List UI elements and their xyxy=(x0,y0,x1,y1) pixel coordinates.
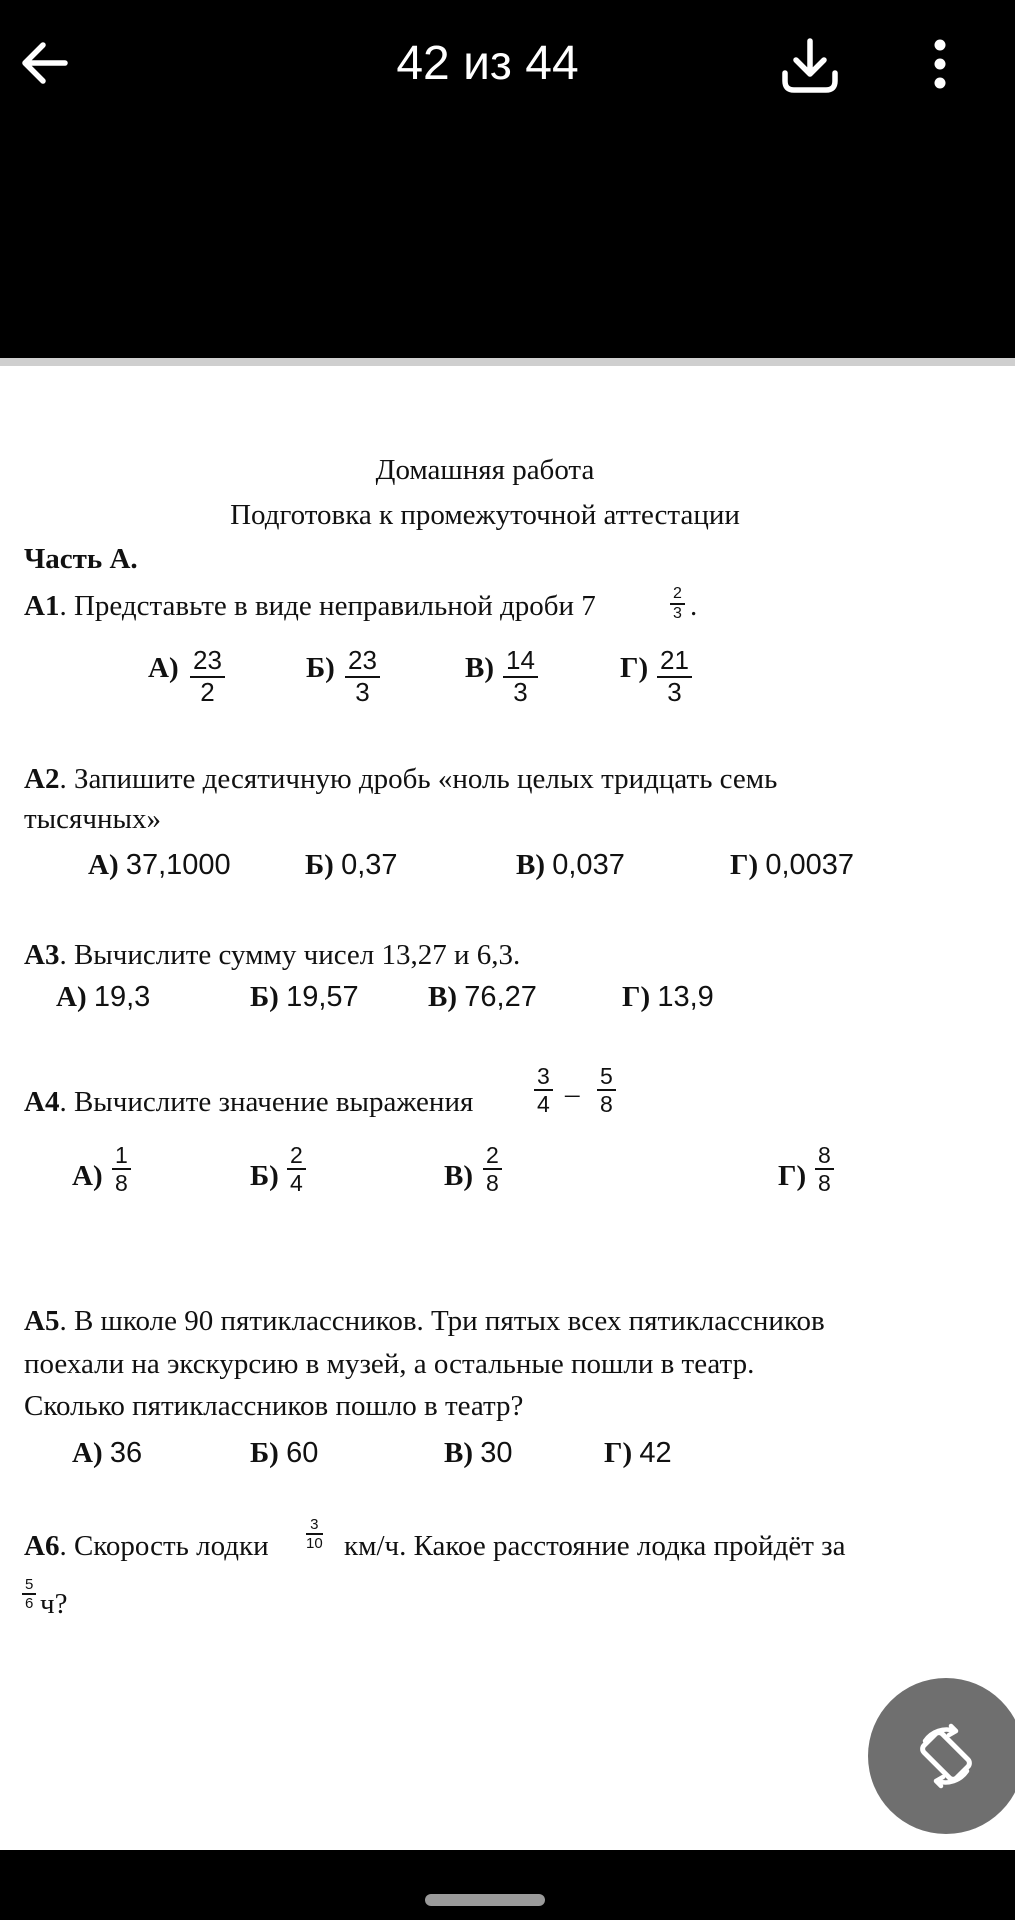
system-navigation-bar xyxy=(0,1850,1015,1920)
fraction-denominator: 6 xyxy=(25,1595,34,1613)
question-text-end: ч? xyxy=(40,1588,68,1620)
page-divider xyxy=(0,358,1015,366)
option xyxy=(444,1437,513,1470)
doc-title: Домашняя работа xyxy=(375,454,595,486)
question-a1 xyxy=(24,590,596,623)
option-fraction xyxy=(657,646,692,708)
option-fraction xyxy=(112,1142,131,1197)
fraction-denominator: 3 xyxy=(673,605,682,623)
fraction-numerator: 3 xyxy=(534,1063,553,1091)
fraction-numerator: 2 xyxy=(483,1142,502,1170)
option xyxy=(56,981,150,1014)
fraction xyxy=(670,585,685,624)
option xyxy=(730,849,854,882)
option-fraction xyxy=(483,1142,502,1197)
option-label: А) xyxy=(72,1437,103,1469)
expression-fraction xyxy=(534,1063,553,1118)
option xyxy=(516,849,625,882)
option-value: 0,0037 xyxy=(765,849,855,881)
fraction-denominator: 10 xyxy=(306,1535,323,1553)
fraction-numerator: 23 xyxy=(190,646,225,678)
option-label: Б) xyxy=(250,981,279,1013)
option-fraction xyxy=(815,1142,834,1197)
option xyxy=(622,981,714,1014)
question-text: . Вычислите сумму чисел 13,27 и 6,3. xyxy=(59,939,521,971)
minus-sign: – xyxy=(565,1078,580,1110)
question-label: А4 xyxy=(24,1086,60,1118)
fraction-denominator: 3 xyxy=(667,676,682,707)
question-text: . Представьте в виде неправильной дроби 7 xyxy=(59,590,596,622)
question-text-line2: поехали на экскурсию в музей, а остальные пошли в театр. xyxy=(24,1348,755,1380)
option-label: В) xyxy=(465,652,494,684)
fraction-numerator: 2 xyxy=(670,585,685,605)
question-text-line3: Сколько пятиклассников пошло в театр? xyxy=(24,1390,524,1422)
question-a4 xyxy=(24,1086,473,1119)
document-page[interactable] xyxy=(0,366,1015,1850)
fraction-denominator: 3 xyxy=(513,676,528,707)
screen-rotation-icon xyxy=(911,1721,981,1791)
question-label: А5 xyxy=(24,1305,60,1337)
option-label: Б) xyxy=(250,1160,279,1192)
question-text: . Запишите десятичную дробь «ноль целых тридцать семь xyxy=(59,763,778,795)
option-label: А) xyxy=(88,849,119,881)
option-value: 19,57 xyxy=(286,981,359,1013)
question-a6 xyxy=(24,1530,269,1563)
fraction xyxy=(22,1576,36,1613)
option-label: Г) xyxy=(778,1160,807,1192)
option-value: 37,1000 xyxy=(125,849,231,881)
fraction-numerator: 1 xyxy=(112,1142,131,1170)
question-text-cont: км/ч. Какое расстояние лодка пройдёт за xyxy=(344,1530,846,1562)
option-label: А) xyxy=(72,1160,103,1192)
download-button[interactable] xyxy=(770,26,850,106)
option-value: 13,9 xyxy=(657,981,714,1013)
option xyxy=(604,1437,672,1470)
part-heading: Часть А. xyxy=(24,543,138,575)
option-label: Г) xyxy=(622,981,651,1013)
option-label: В) xyxy=(428,981,457,1013)
home-indicator[interactable] xyxy=(425,1894,545,1906)
fraction-denominator: 8 xyxy=(115,1170,128,1197)
option-label: В) xyxy=(516,849,545,881)
option-value: 0,037 xyxy=(552,849,625,881)
fraction-numerator: 8 xyxy=(815,1142,834,1170)
fraction-denominator: 8 xyxy=(600,1091,613,1118)
document-content xyxy=(0,366,1015,1850)
fraction-denominator: 8 xyxy=(486,1170,499,1197)
option-label: А) xyxy=(56,981,87,1013)
option xyxy=(88,849,231,882)
fraction xyxy=(306,1516,323,1553)
more-options-button[interactable] xyxy=(910,28,970,100)
fraction-denominator: 4 xyxy=(290,1170,303,1197)
option-label: Б) xyxy=(305,849,334,881)
top-app-bar xyxy=(0,0,1015,358)
fraction-numerator: 21 xyxy=(657,646,692,678)
fraction-numerator: 5 xyxy=(597,1063,616,1091)
more-vertical-icon xyxy=(932,38,948,90)
option-label: Б) xyxy=(306,652,335,684)
page-counter: 42 из 44 xyxy=(396,37,579,90)
fraction-numerator: 14 xyxy=(503,646,538,678)
option-value: 76,27 xyxy=(464,981,537,1013)
question-a3 xyxy=(24,939,520,972)
option xyxy=(305,849,398,882)
question-label: А3 xyxy=(24,939,60,971)
option-value: 42 xyxy=(639,1437,672,1469)
expression-fraction xyxy=(597,1063,616,1118)
doc-subtitle: Подготовка к промежуточной аттестации xyxy=(230,499,740,531)
fraction-denominator: 2 xyxy=(200,676,215,707)
option-label: Г) xyxy=(730,849,759,881)
question-label: А6 xyxy=(24,1530,60,1562)
option-fraction xyxy=(345,646,380,708)
option-label: Г) xyxy=(620,652,649,684)
option xyxy=(428,981,537,1014)
question-text: . Вычислите значение выражения xyxy=(59,1086,474,1118)
question-text-line2: тысячных» xyxy=(24,803,161,835)
option-label: Г) xyxy=(604,1437,633,1469)
option-fraction xyxy=(287,1142,306,1197)
fraction-numerator: 3 xyxy=(306,1516,323,1535)
option xyxy=(250,1437,318,1470)
option xyxy=(72,1437,142,1470)
question-label: А2 xyxy=(24,763,60,795)
option-value: 30 xyxy=(480,1437,513,1469)
option-value: 19,3 xyxy=(93,981,151,1013)
question-label: А1 xyxy=(24,590,60,622)
fraction-denominator: 8 xyxy=(818,1170,831,1197)
fraction-numerator: 5 xyxy=(22,1576,36,1595)
fraction-denominator: 3 xyxy=(355,676,370,707)
download-icon xyxy=(777,33,843,99)
option-value: 60 xyxy=(286,1437,319,1469)
option-label: В) xyxy=(444,1160,473,1192)
option-label: Б) xyxy=(250,1437,279,1469)
option-value: 0,37 xyxy=(341,849,398,881)
option xyxy=(250,981,359,1014)
fraction-numerator: 2 xyxy=(287,1142,306,1170)
option-label: А) xyxy=(148,652,179,684)
question-text: . В школе 90 пятиклассников. Три пятых всех пятиклассников xyxy=(59,1305,825,1337)
option-value: 36 xyxy=(109,1437,143,1469)
question-a5 xyxy=(24,1305,825,1338)
question-text: . Скорость лодки xyxy=(59,1530,269,1562)
fraction-denominator: 4 xyxy=(537,1091,550,1118)
fraction-numerator: 23 xyxy=(345,646,380,678)
option-label: В) xyxy=(444,1437,473,1469)
option-fraction xyxy=(190,646,225,708)
rotate-screen-button[interactable] xyxy=(868,1678,1015,1834)
option-fraction xyxy=(503,646,538,708)
question-end: . xyxy=(690,590,698,622)
question-a2 xyxy=(24,763,777,796)
